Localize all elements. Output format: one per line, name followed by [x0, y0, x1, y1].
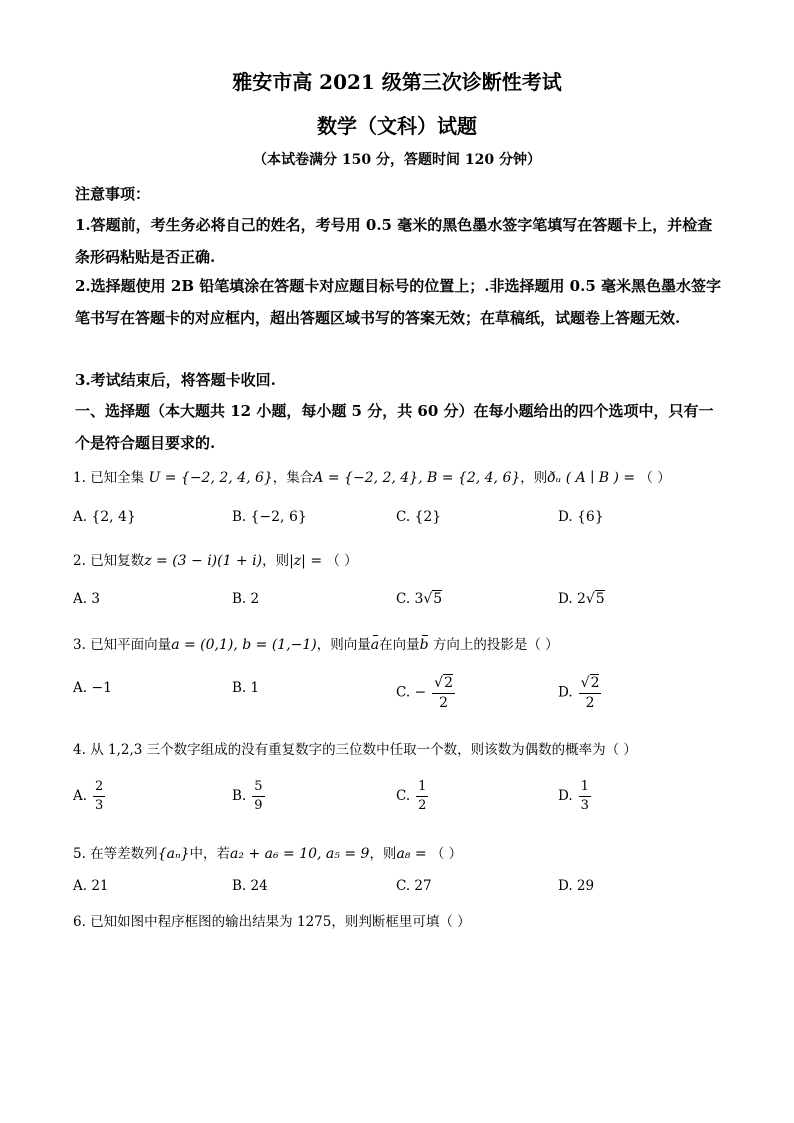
question-number: 3. — [73, 637, 86, 653]
question-number: 5. — [73, 846, 86, 862]
question-6 — [73, 910, 471, 930]
question-text: ，则向量 — [316, 637, 371, 653]
option-c: C. 27 — [396, 878, 432, 894]
question-number: 2. — [73, 553, 86, 569]
answer-bracket: （ ） — [326, 553, 358, 569]
math-expression: A = {−2, 2, 4}, B = {2, 4, 6} — [313, 470, 521, 486]
question-text: ，则 — [369, 846, 397, 862]
question-2 — [73, 549, 358, 569]
question-number: 1. — [73, 470, 86, 486]
question-text: ，集合 — [272, 470, 314, 486]
option-a: A. −1 — [73, 680, 112, 696]
question-5 — [73, 842, 462, 862]
question-text: 已知如图中程序框图的输出结果为 1275，则判断框里可填（ ） — [90, 914, 471, 930]
math-expression: ðᵤ ( A ∣ B ) = — [547, 470, 636, 486]
vector-a: a — [370, 637, 380, 653]
answer-bracket: （ ） — [430, 846, 463, 862]
question-text: 中，若 — [189, 846, 231, 862]
question-text: 在等差数列 — [90, 846, 158, 862]
math-expression: {aₙ} — [157, 846, 190, 862]
question-text: 在向量 — [379, 637, 420, 653]
math-expression: a₂ + a₆ = 10, a₅ = 9 — [230, 846, 370, 862]
question-text: 已知全集 — [90, 470, 145, 486]
option-c: C. − $\frac{√2}{2}$ — [396, 675, 454, 711]
note-item-1: 1.答题前，考生务必将自己的姓名，考号用 0.5 毫米的黑色墨水签字笔填写在答题卡上，并检查条形码粘贴是否正确. — [75, 216, 713, 266]
math-expression: a = (0,1), b = (1,−1) — [171, 637, 317, 653]
answer-bracket: （ ） — [639, 470, 671, 486]
question-text: 从 1,2,3 三个数字组成的没有重复数字的三位数中任取一个数，则该数为偶数的概率为（ ） — [90, 742, 637, 758]
option-c: C. $\frac{1}{2}$ — [396, 779, 427, 813]
exam-subtitle: 数学（文科）试题 — [317, 114, 477, 138]
question-text: 已知复数 — [90, 553, 145, 569]
option-d: D. $\frac{√2}{2}$ — [558, 675, 600, 711]
option-c: C. {2} — [396, 509, 442, 525]
option-d: D. $\frac{1}{3}$ — [558, 779, 589, 813]
section-heading: 一、选择题（本大题共 12 小题，每小题 5 分，共 60 分）在每小题给出的四个选项中，只有一个是符合题目要求的. — [75, 402, 714, 452]
math-expression: a₈ = — [396, 846, 427, 862]
note-item-3: 3.考试结束后，将答题卡收回. — [75, 371, 276, 389]
question-number: 6. — [73, 914, 86, 930]
option-b: B. 24 — [232, 878, 268, 894]
option-d: D. 2√5 — [558, 591, 605, 607]
option-a: A. {2, 4} — [73, 509, 136, 525]
option-d: D. {6} — [558, 509, 604, 525]
math-expression: z = (3 − i)(1 + i) — [144, 553, 263, 569]
exam-title: 雅安市高 2021 级第三次诊断性考试 — [232, 70, 562, 94]
option-a: A. 3 — [73, 591, 100, 607]
question-text: ，则 — [520, 470, 548, 486]
question-number: 4. — [73, 742, 86, 758]
option-a: A. 21 — [73, 878, 109, 894]
option-d: D. 29 — [558, 878, 595, 894]
option-a: A. $\frac{2}{3}$ — [73, 779, 104, 813]
vector-b: b — [419, 637, 429, 653]
question-text: 方向上的投影是（ ） — [432, 637, 559, 653]
question-1 — [73, 466, 671, 486]
exam-info: （本试卷满分 150 分，答题时间 120 分钟） — [253, 152, 541, 168]
question-text: 已知平面向量 — [90, 637, 172, 653]
question-3 — [73, 633, 559, 653]
option-b: B. 2 — [232, 591, 260, 607]
math-expression: |z| = — [289, 553, 323, 569]
question-text: ，则 — [262, 553, 290, 569]
option-b: B. 1 — [232, 680, 260, 696]
note-item-2: 2.选择题使用 2B 铅笔填涂在答题卡对应题目标号的位置上；.非选择题用 0.5 毫米黑色墨水签字笔书写在答题卡的对应框内，超出答题区域书写的答案无效；在草稿纸，试题卷上答题无效. — [75, 277, 721, 327]
option-b: B. $\frac{5}{9}$ — [232, 779, 263, 813]
notes-heading: 注意事项： — [75, 185, 151, 203]
question-4 — [73, 738, 637, 758]
option-b: B. {−2, 6} — [232, 509, 307, 525]
math-expression: U = {−2, 2, 4, 6} — [148, 470, 273, 486]
option-c: C. 3√5 — [396, 591, 443, 607]
